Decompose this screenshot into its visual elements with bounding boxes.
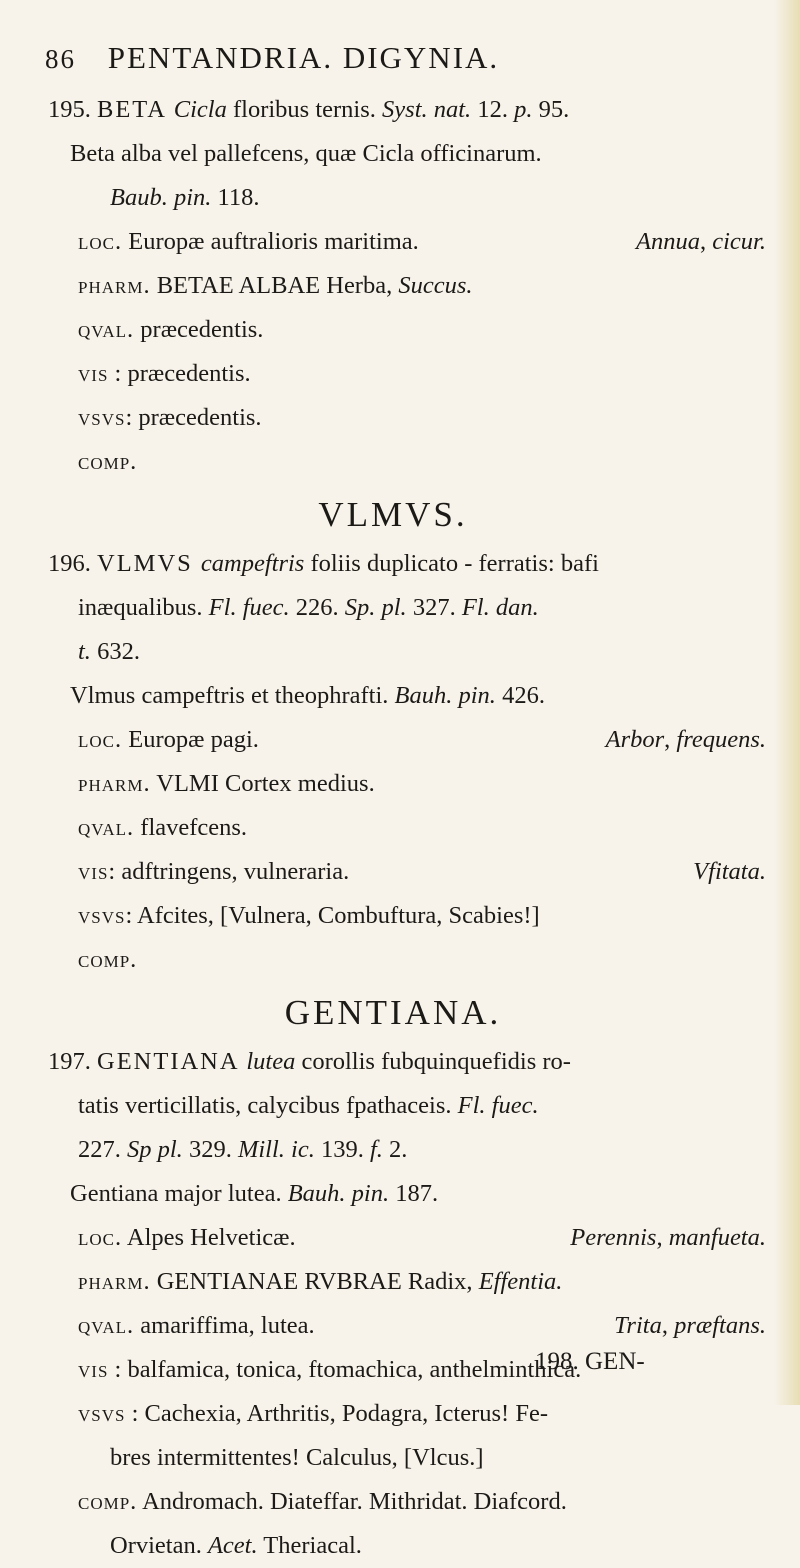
field-note: Effentia.	[478, 1268, 563, 1295]
description-text: tatis verticillatis, calycibus fpathaceis.	[78, 1092, 458, 1119]
reference-number: 226.	[289, 594, 345, 621]
field-note: Trita	[614, 1312, 662, 1339]
reference-number: 632.	[90, 638, 140, 665]
species-name: lutea	[246, 1048, 296, 1075]
field-note: Arbor	[605, 726, 665, 753]
field-value: BETAE ALBAE Herba,	[150, 272, 399, 299]
beta-entry-line-2: Beta alba vel pallefcens, quæ Cicla officinarum.	[70, 140, 542, 167]
field-label: pharm.	[78, 272, 151, 299]
ulmus-qual	[48, 806, 778, 850]
ulmus-entry-line-4	[48, 674, 778, 718]
reference-number: 426.	[495, 682, 545, 709]
section-heading-ulmus: VLMVS.	[318, 495, 468, 534]
field-label: loc.	[78, 228, 123, 255]
beta-entry-line-1	[48, 88, 778, 132]
species-name: campeftris	[200, 550, 305, 577]
field-label: loc.	[78, 1224, 123, 1251]
field-label: vis	[78, 858, 109, 885]
beta-qual	[48, 308, 778, 352]
field-note: cicur.	[712, 228, 766, 255]
gentiana-entry-line-1	[48, 1040, 778, 1084]
reference-title: Syst. nat.	[382, 96, 472, 123]
entry-number: 195.	[48, 96, 97, 123]
field-label: vsvs	[78, 404, 126, 431]
gentiana-usus	[48, 1392, 778, 1436]
reference-title: Fl. fuec.	[208, 594, 290, 621]
field-label: vsvs	[78, 902, 126, 929]
field-note: Succus.	[398, 272, 473, 299]
ulmus-entry-line-1	[48, 542, 778, 586]
reference-title: Fl. dan.	[461, 594, 539, 621]
separator: ,	[700, 228, 713, 255]
gentiana-comp	[48, 1480, 778, 1524]
beta-comp	[48, 440, 778, 484]
gentiana-entry-line-3	[48, 1128, 778, 1172]
beta-vis	[48, 352, 778, 396]
field-label: loc.	[78, 726, 123, 753]
field-note: Annua	[636, 228, 700, 255]
gentiana-pharm	[48, 1260, 778, 1304]
running-header	[45, 40, 745, 80]
field-value: GENTIANAE RVBRAE Radix,	[150, 1268, 479, 1295]
description-text: foliis duplicato - ferratis: bafi	[304, 550, 599, 577]
field-label: pharm.	[78, 1268, 151, 1295]
field-label: comp.	[78, 946, 138, 973]
field-note: Perennis	[570, 1224, 657, 1251]
ulmus-entry-line-2	[48, 586, 778, 630]
field-value: flavefcens.	[134, 814, 248, 841]
field-note: Acet.	[207, 1532, 258, 1559]
entry-number: 196.	[48, 550, 97, 577]
field-label: qval.	[78, 814, 135, 841]
header-title: PENTANDRIA. DIGYNIA.	[107, 40, 500, 75]
field-note: Vfitata.	[693, 858, 766, 885]
page-body	[48, 88, 778, 1568]
field-value: Alpes Helveticæ.	[122, 1224, 296, 1251]
ulmus-loc	[48, 718, 778, 762]
beta-pharm	[48, 264, 778, 308]
gentiana-entry-line-2	[48, 1084, 778, 1128]
field-value: Andromach. Diateffar. Mithridat. Diafcord.	[137, 1488, 567, 1515]
description-text: corollis fubquinquefidis ro-	[295, 1048, 571, 1075]
genus-name: BETA	[97, 96, 174, 123]
reference-title: Bauh. pin.	[394, 682, 496, 709]
reference-number: 327.	[406, 594, 462, 621]
reference-title: Sp. pl.	[344, 594, 407, 621]
field-value: : Cachexia, Arthritis, Podagra, Icterus! Fe-	[125, 1400, 548, 1427]
field-value: Theriacal.	[257, 1532, 362, 1559]
reference-number: 227.	[78, 1136, 127, 1163]
field-value: præcedentis.	[134, 316, 264, 343]
field-value: amariffima, lutea.	[134, 1312, 315, 1339]
catchword: 198. GEN-	[535, 1348, 645, 1375]
field-label: vis	[78, 1356, 109, 1383]
gentiana-loc	[48, 1216, 778, 1260]
field-label: pharm.	[78, 770, 151, 797]
gentiana-usus-continued: bres intermittentes! Calculus, [Vlcus.]	[110, 1444, 484, 1471]
reference-abbrev: p.	[514, 96, 533, 123]
reference-number: 118.	[211, 184, 260, 211]
field-note: frequens.	[676, 726, 766, 753]
beta-loc	[48, 220, 778, 264]
reference-title: Fl. fuec.	[457, 1092, 539, 1119]
reference-title: Bauh. pin.	[287, 1180, 390, 1207]
ulmus-usus	[48, 894, 778, 938]
field-value: : præcedentis.	[108, 360, 251, 387]
field-label: vis	[78, 360, 109, 387]
field-value: : Afcites, [Vulnera, Combuftura, Scabies!]	[125, 902, 540, 929]
synonym-text: Vlmus campeftris et theophrafti.	[70, 682, 395, 709]
beta-entry-line-3	[48, 176, 778, 220]
reference-title: Mill. ic.	[237, 1136, 315, 1163]
entry-number: 197.	[48, 1048, 97, 1075]
ulmus-vis	[48, 850, 778, 894]
genus-name: GENTIANA	[97, 1048, 247, 1075]
separator: ,	[661, 1312, 675, 1339]
field-label: qval.	[78, 316, 135, 343]
ulmus-comp	[48, 938, 778, 982]
field-value: : balfamica, tonica, ftomachica, anthelminthica.	[108, 1356, 582, 1383]
gentiana-entry-line-4	[48, 1172, 778, 1216]
genus-name: VLMVS	[97, 550, 201, 577]
reference-number: 12.	[471, 96, 515, 123]
gentiana-vis	[48, 1348, 778, 1392]
field-value: : præcedentis.	[125, 404, 262, 431]
field-value: Orvietan.	[110, 1532, 208, 1559]
ulmus-pharm	[48, 762, 778, 806]
field-note: præftans.	[674, 1312, 766, 1339]
ulmus-entry-line-3	[48, 630, 778, 674]
synonym-text: Gentiana major lutea.	[70, 1180, 288, 1207]
species-name: Cicla	[173, 96, 227, 123]
field-label: comp.	[78, 448, 138, 475]
field-value: VLMI Cortex medius.	[150, 770, 375, 797]
reference-number: 139.	[314, 1136, 370, 1163]
reference-title: Sp pl.	[127, 1136, 183, 1163]
gentiana-qual	[48, 1304, 778, 1348]
reference-number: 2.	[382, 1136, 408, 1163]
reference-title: Baub. pin.	[110, 184, 212, 211]
field-value: : adftringens, vulneraria.	[108, 858, 350, 885]
field-value: Europæ auftralioris maritima.	[122, 228, 419, 255]
reference-abbrev: t.	[78, 638, 91, 665]
description-text: inæqualibus.	[78, 594, 209, 621]
field-note: manfueta.	[668, 1224, 766, 1251]
reference-number: 95.	[532, 96, 570, 123]
field-label: qval.	[78, 1312, 135, 1339]
section-heading-gentiana: GENTIANA.	[284, 993, 502, 1032]
separator: ,	[664, 726, 677, 753]
reference-number: 329.	[182, 1136, 238, 1163]
reference-abbrev: f.	[369, 1136, 383, 1163]
field-label: comp.	[78, 1488, 138, 1515]
gentiana-comp-continued	[48, 1524, 778, 1568]
beta-usus	[48, 396, 778, 440]
page-number: 86	[45, 44, 76, 74]
field-value: Europæ pagi.	[122, 726, 259, 753]
description-text: floribus ternis.	[226, 96, 383, 123]
field-label: vsvs	[78, 1400, 126, 1427]
separator: ,	[656, 1224, 669, 1251]
reference-number: 187.	[389, 1180, 439, 1207]
